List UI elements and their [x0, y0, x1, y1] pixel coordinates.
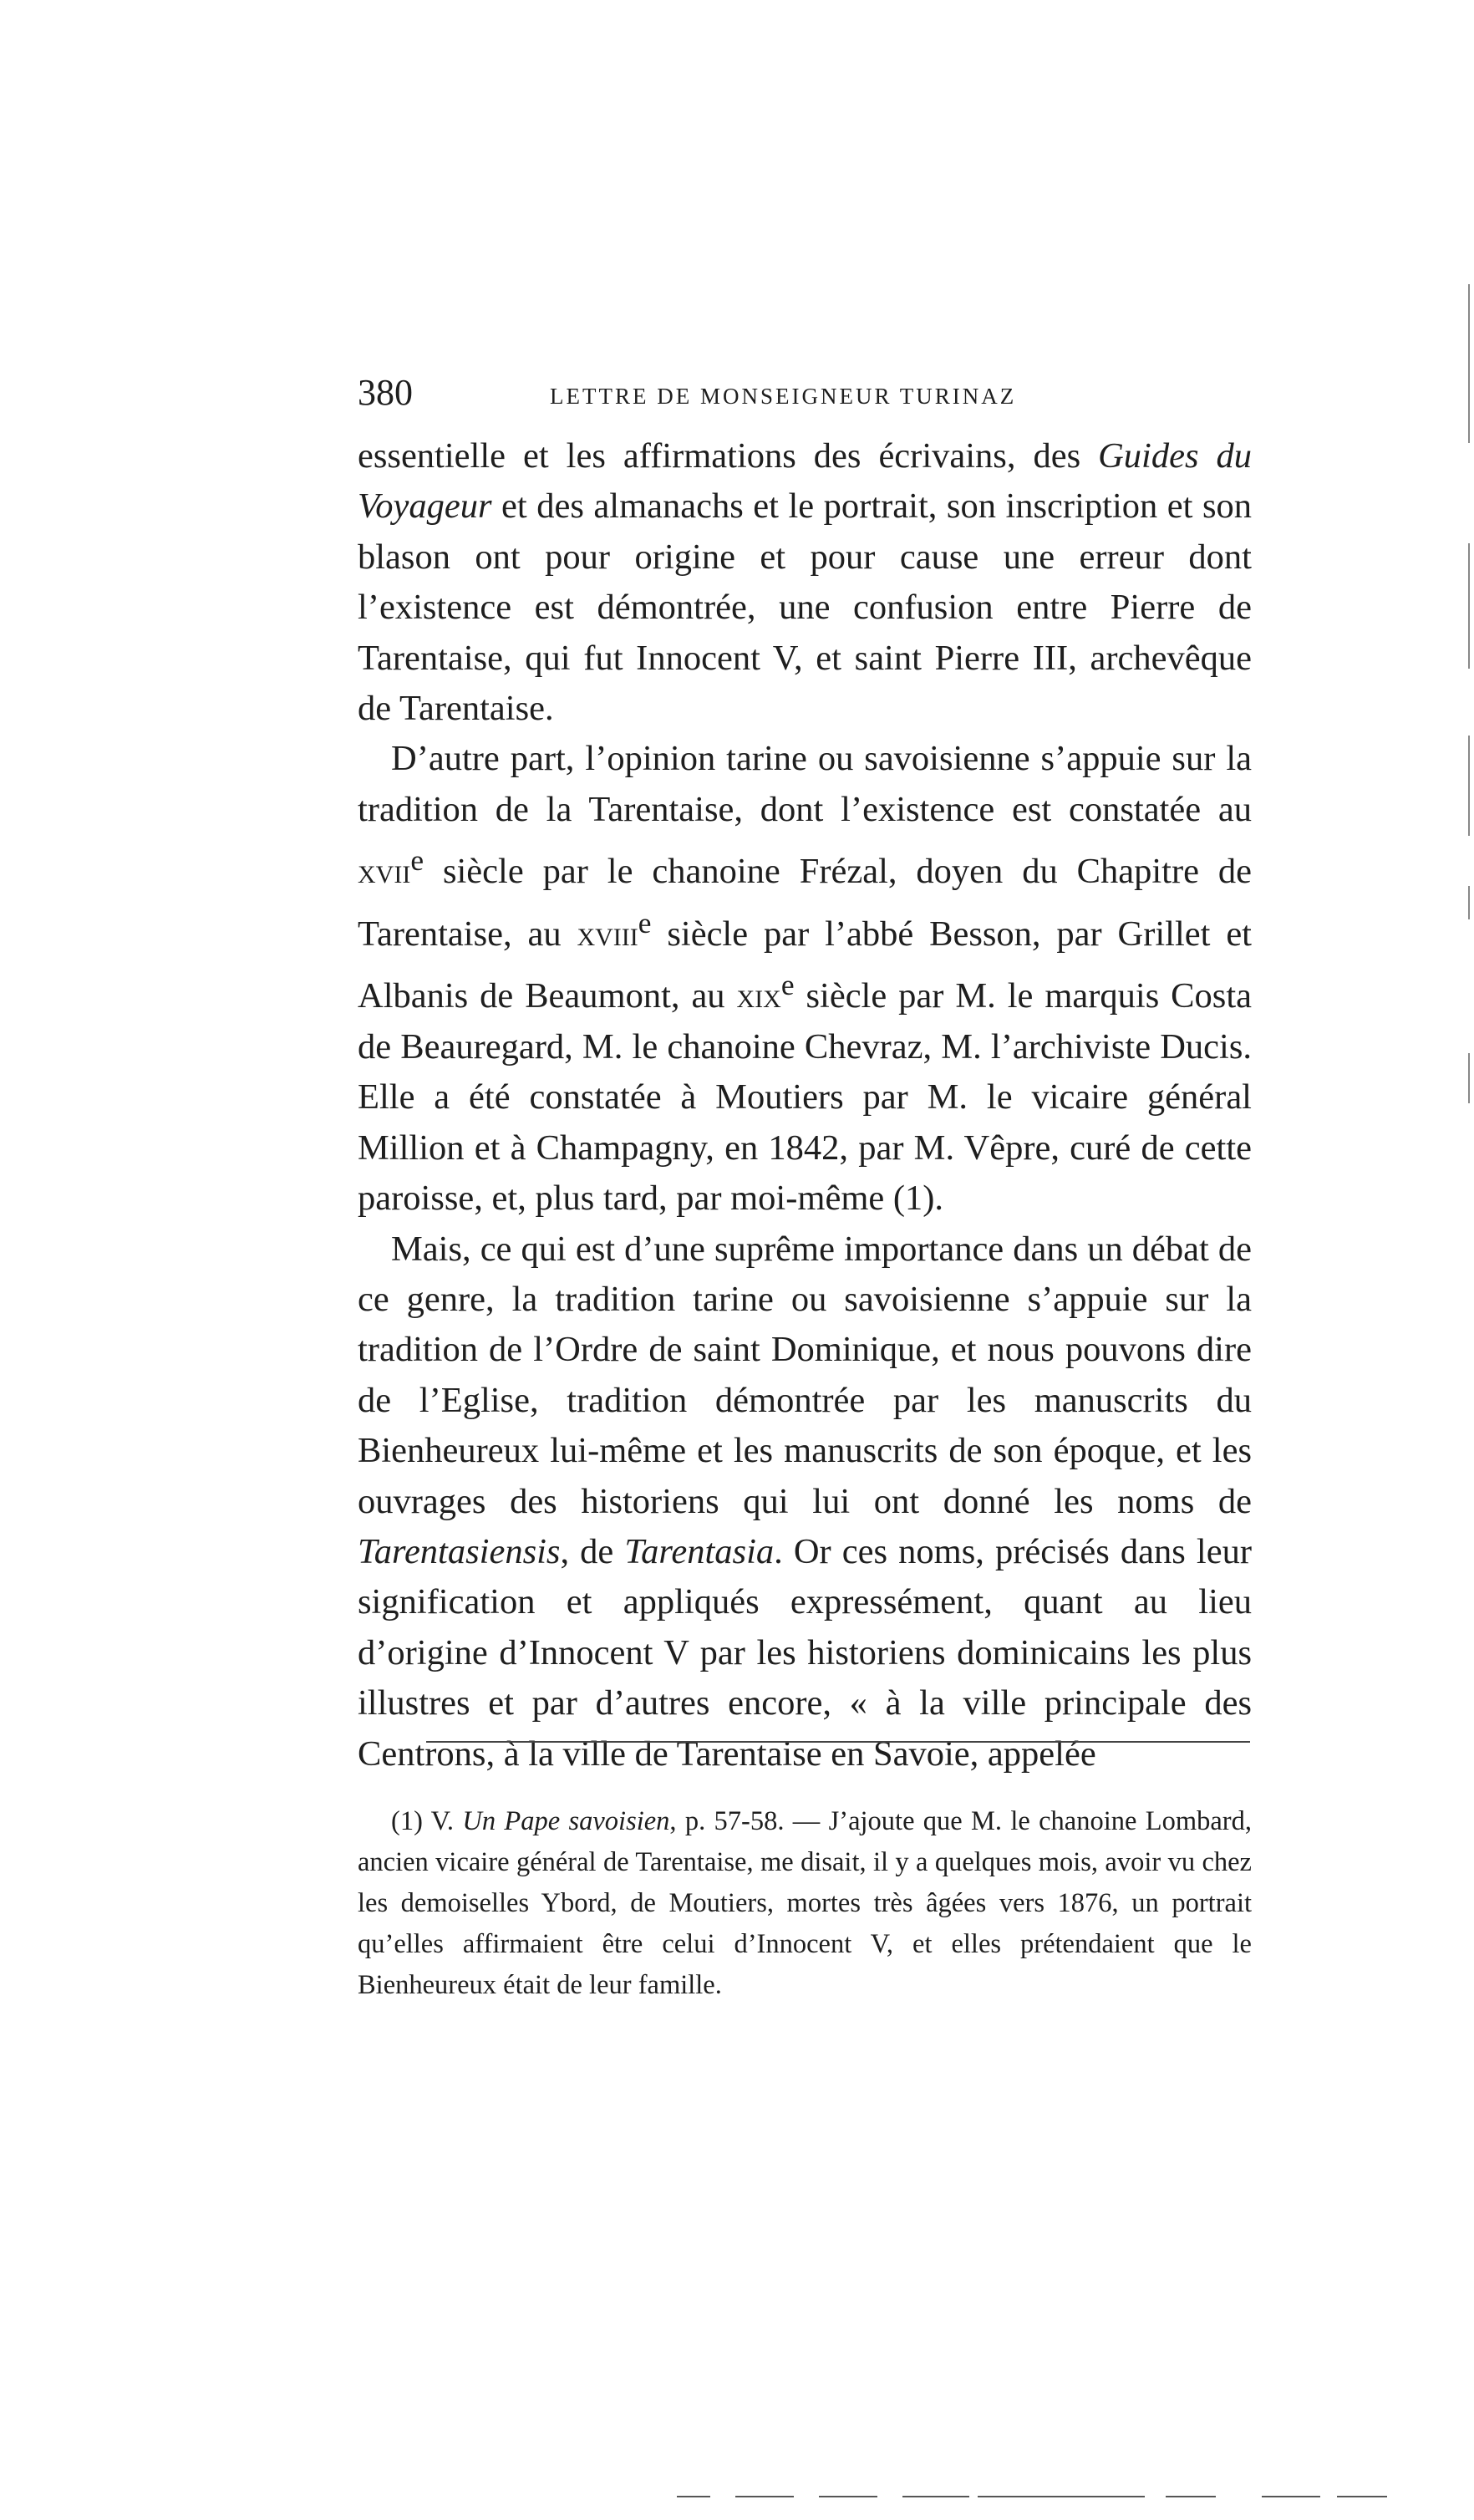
- footnote-italic: Un Pape savoisien: [462, 1805, 670, 1836]
- bottom-dash-3: [819, 2496, 877, 2497]
- crop-mark-right-5: [1468, 1053, 1470, 1103]
- paragraph-3-text-b: , de: [560, 1532, 625, 1571]
- crop-mark-right-3: [1468, 736, 1470, 836]
- paragraph-1-text-b: et des almanachs et le portrait, son inscription et son blason ont pour origine et pour cause une erreur dont l’existence est démontrée, une confusion entre Pierre de Tarentaise, qui fut Innocent V, et saint Pierre III, archevêque de Tarentaise.: [358, 486, 1252, 729]
- paragraph-2-text-c: siècle par l’abbé Besson, par Grillet et Albanis de Beaumont, au: [358, 914, 1252, 1016]
- body-text: [358, 431, 1252, 1779]
- bottom-dash-4: [902, 2496, 969, 2497]
- crop-mark-right-1: [1468, 284, 1470, 443]
- paragraph-2-text-a: D’autre part, l’opinion tarine ou savoisienne s’appuie sur la tradition de la Tarentaise, dont l’existence est constatée au: [358, 739, 1252, 829]
- crop-mark-right-4: [1468, 886, 1470, 919]
- paragraph-3-italic-a: Tarentasiensis: [358, 1532, 561, 1571]
- bottom-dash-1: [677, 2496, 710, 2497]
- paragraph-2-text-d: siècle par M. le marquis Costa de Beauregard, M. le chanoine Chevraz, M. l’archiviste Ducis. Elle a été constatée à Moutiers par M. le vicaire général Million et à Champagny, en 1842, par M. Vêpre, curé de cette paroisse, et, plus tard, par moi-même (1).: [358, 976, 1252, 1219]
- century-xix-sup: e: [780, 968, 795, 1002]
- century-xviii: xviii: [577, 914, 638, 954]
- bottom-dash-7: [1262, 2496, 1320, 2497]
- paragraph-3-text-a: Mais, ce qui est d’une suprême importance dans un débat de ce genre, la tradition tarine ou savoisienne s’appuie sur la tradition de l’Ordre de saint Dominique, et nous pouvons dire de l’Eglise, tradition démontrée par les manuscrits du Bienheureux lui-même et les manuscrits de son époque, et les ouvrages des historiens qui lui ont donné les noms de: [358, 1229, 1252, 1521]
- paragraph-1: [358, 431, 1252, 734]
- bottom-dash-6: [1166, 2496, 1216, 2497]
- bottom-dash-8: [1337, 2496, 1387, 2497]
- crop-mark-right-2: [1468, 543, 1470, 669]
- bottom-dash-5: [978, 2496, 1145, 2497]
- paragraph-1-text-a: essentielle et les affirmations des écrivains, des: [358, 436, 1099, 476]
- paragraph-3-italic-b: Tarentasia: [624, 1532, 775, 1571]
- century-xvii: xvii: [358, 852, 411, 892]
- bottom-dash-2: [735, 2496, 794, 2497]
- footnote-text-a: (1) V.: [391, 1805, 463, 1836]
- century-xix: xix: [736, 976, 781, 1016]
- paragraph-2-text-b: siècle par le chanoine Frézal, doyen du Chapitre de Tarentaise, au: [358, 852, 1252, 954]
- paragraph-2: [358, 734, 1252, 1224]
- paragraph-3: [358, 1224, 1252, 1779]
- footnote-rule: [426, 1741, 1250, 1743]
- paragraph-3-text-c: . Or ces noms, précisés dans leur signification et appliqués expressément, quant au lieu d’origine d’Innocent V par les historiens dominicains les plus illustres et par d’autres encore, « à la ville principale des Centrons, à la ville de Tarentaise en Savoie, appelée: [358, 1532, 1252, 1774]
- century-xvii-sup: e: [410, 843, 424, 878]
- footnote: [358, 1801, 1252, 2006]
- footnote-text-b: , p. 57-58. — J’ajoute que M. le chanoine Lombard, ancien vicaire général de Tarentaise, me disait, il y a quelques mois, avoir vu chez les demoiselles Ybord, de Moutiers, mortes très âgées vers 1876, un portrait qu’elles affirmaient être celui d’Innocent V, et elles prétendaient que le Bienheureux était de leur famille.: [358, 1805, 1253, 2000]
- century-xviii-sup: e: [638, 905, 652, 939]
- paragraph-1-italic: Guides du Voyageur: [358, 436, 1253, 527]
- running-head: LETTRE DE MONSEIGNEUR TURINAZ: [550, 384, 1017, 409]
- page-number: 380: [358, 372, 413, 413]
- page-header: [358, 368, 1252, 418]
